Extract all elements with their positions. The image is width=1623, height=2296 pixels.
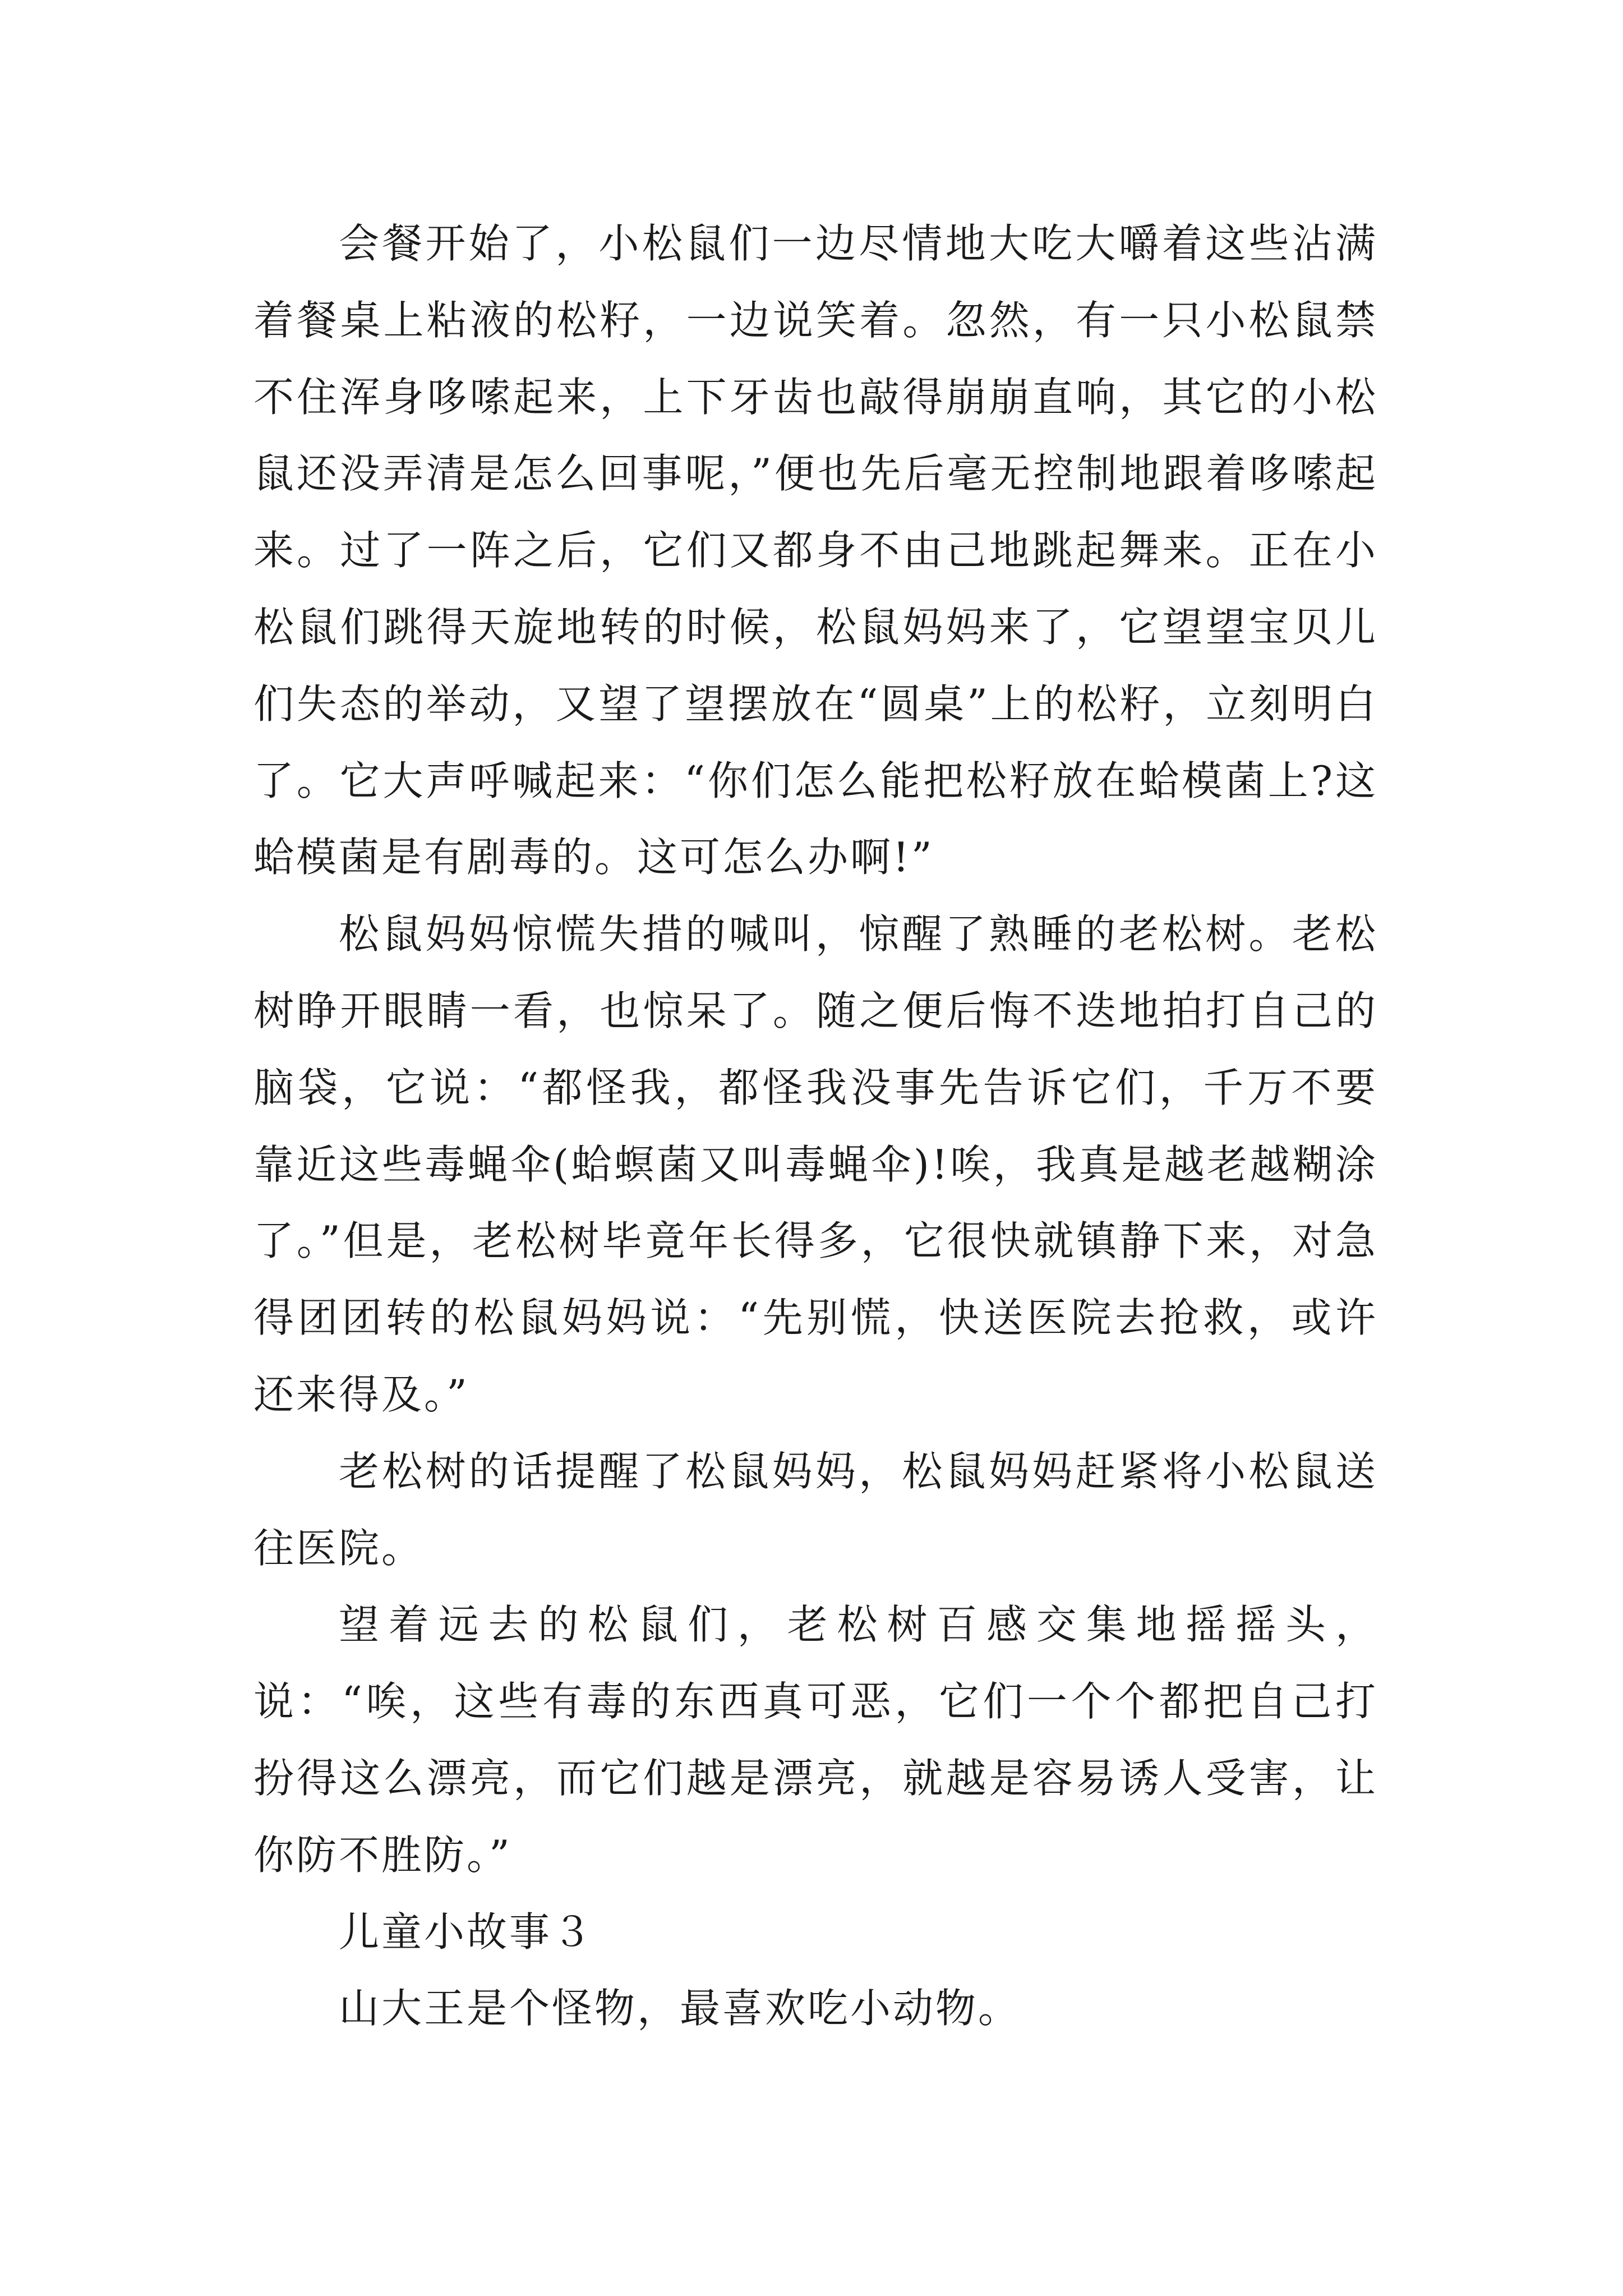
story-heading: 儿童小故事３ [339,1908,595,1955]
document-body [253,205,1378,2047]
paragraph-old-pine-wakes: 松鼠妈妈惊慌失措的喊叫，惊醒了熟睡的老松树。老松树睁开眼睛一看，也惊呆了。随之便后悔不迭地拍打自己的脑袋，它说：“都怪我，都怪我没事先告诉它们，千万不要靠近这些毒蝇伞(蛤螟菌又叫毒蝇伞)!唉，我真是越老越糊涂了。”但是，老松树毕竟年长得多，它很快就镇静下来，对急得团团转的松鼠妈妈说：“先别慌，快送医院去抢救，或许还来得及。” [253,910,1378,1418]
paragraph-to-hospital: 老松树的话提醒了松鼠妈妈，松鼠妈妈赶紧将小松鼠送往医院。 [253,1447,1378,1572]
paragraph-old-pine-sighs: 望着远去的松鼠们，老松树百感交集地摇摇头，说：“唉，这些有毒的东西真可恶，它们一个个都把自己打扮得这么漂亮，而它们越是漂亮，就越是容易诱人受害，让你防不胜防。” [253,1601,1378,1879]
paragraph-feast: 会餐开始了，小松鼠们一边尽情地大吃大嚼着这些沾满着餐桌上粘液的松籽，一边说笑着。忽然，有一只小松鼠禁不住浑身哆嗦起来，上下牙齿也敲得崩崩直响，其它的小松鼠还没弄清是怎么回事呢，”便也先后毫无控制地跟着哆嗦起来。过了一阵之后，它们又都身不由己地跳起舞来。正在小松鼠们跳得天旋地转的时候，松鼠妈妈来了，它望望宝贝儿们失态的举动，又望了望摆放在“圆桌”上的松籽，立刻明白了。它大声呼喊起来：“你们怎么能把松籽放在蛤模菌上?这蛤模菌是有剧毒的。这可怎么办啊!” [253,220,1378,881]
paragraph-mountain-king: 山大王是个怪物，最喜欢吃小动物。 [339,1985,1021,2032]
